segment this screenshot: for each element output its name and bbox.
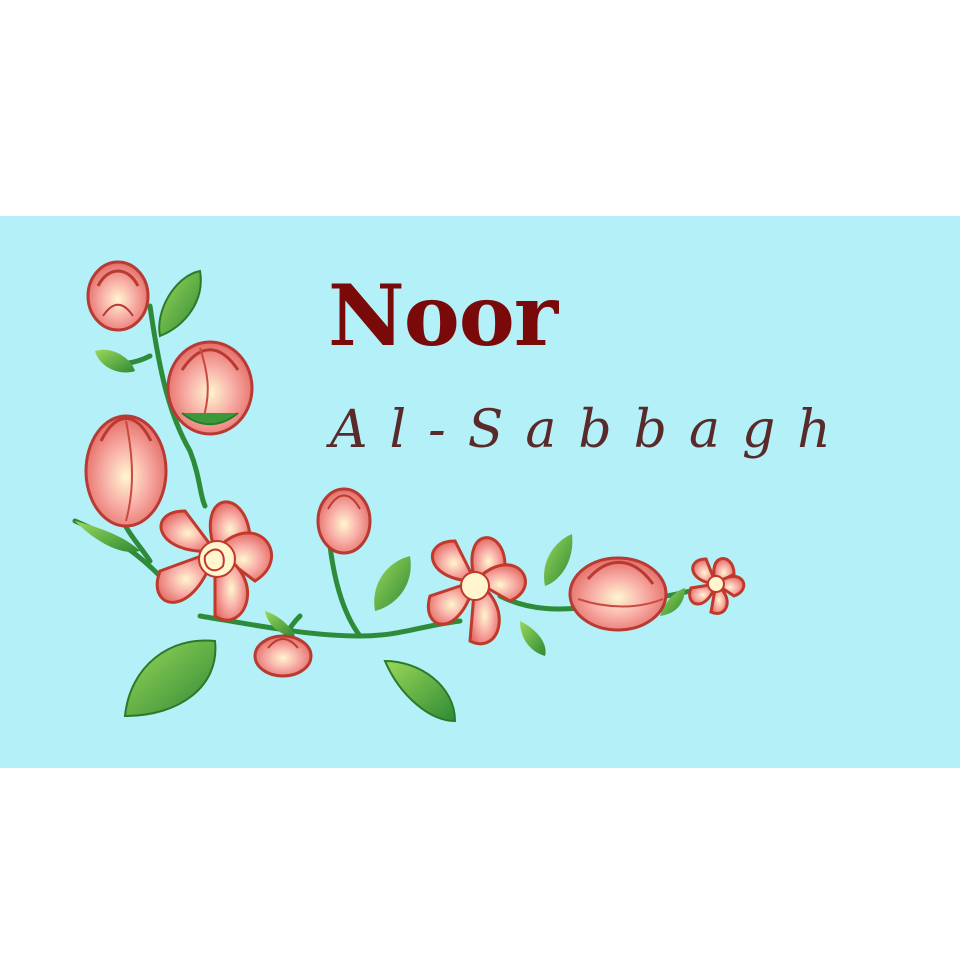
flower-bud-icon	[86, 416, 166, 526]
leaf-icon	[374, 556, 411, 611]
leaf-icon	[385, 661, 455, 721]
flower-bud-icon	[168, 342, 252, 434]
name-card	[0, 216, 960, 768]
leaf-icon	[125, 640, 215, 716]
open-flower-icon	[428, 538, 525, 644]
first-name: Noor	[328, 266, 558, 365]
flower-bud-icon	[318, 489, 370, 553]
last-name: Al-Sabbagh	[330, 400, 853, 460]
leaf-icon	[520, 621, 546, 656]
flower-bud-icon	[88, 262, 148, 330]
leaf-icon	[544, 534, 572, 586]
open-flower-icon	[690, 559, 744, 614]
flower-bud-icon	[255, 636, 311, 676]
open-flower-icon	[157, 502, 271, 620]
flower-bud-icon	[570, 558, 666, 630]
leaf-icon	[159, 271, 201, 336]
